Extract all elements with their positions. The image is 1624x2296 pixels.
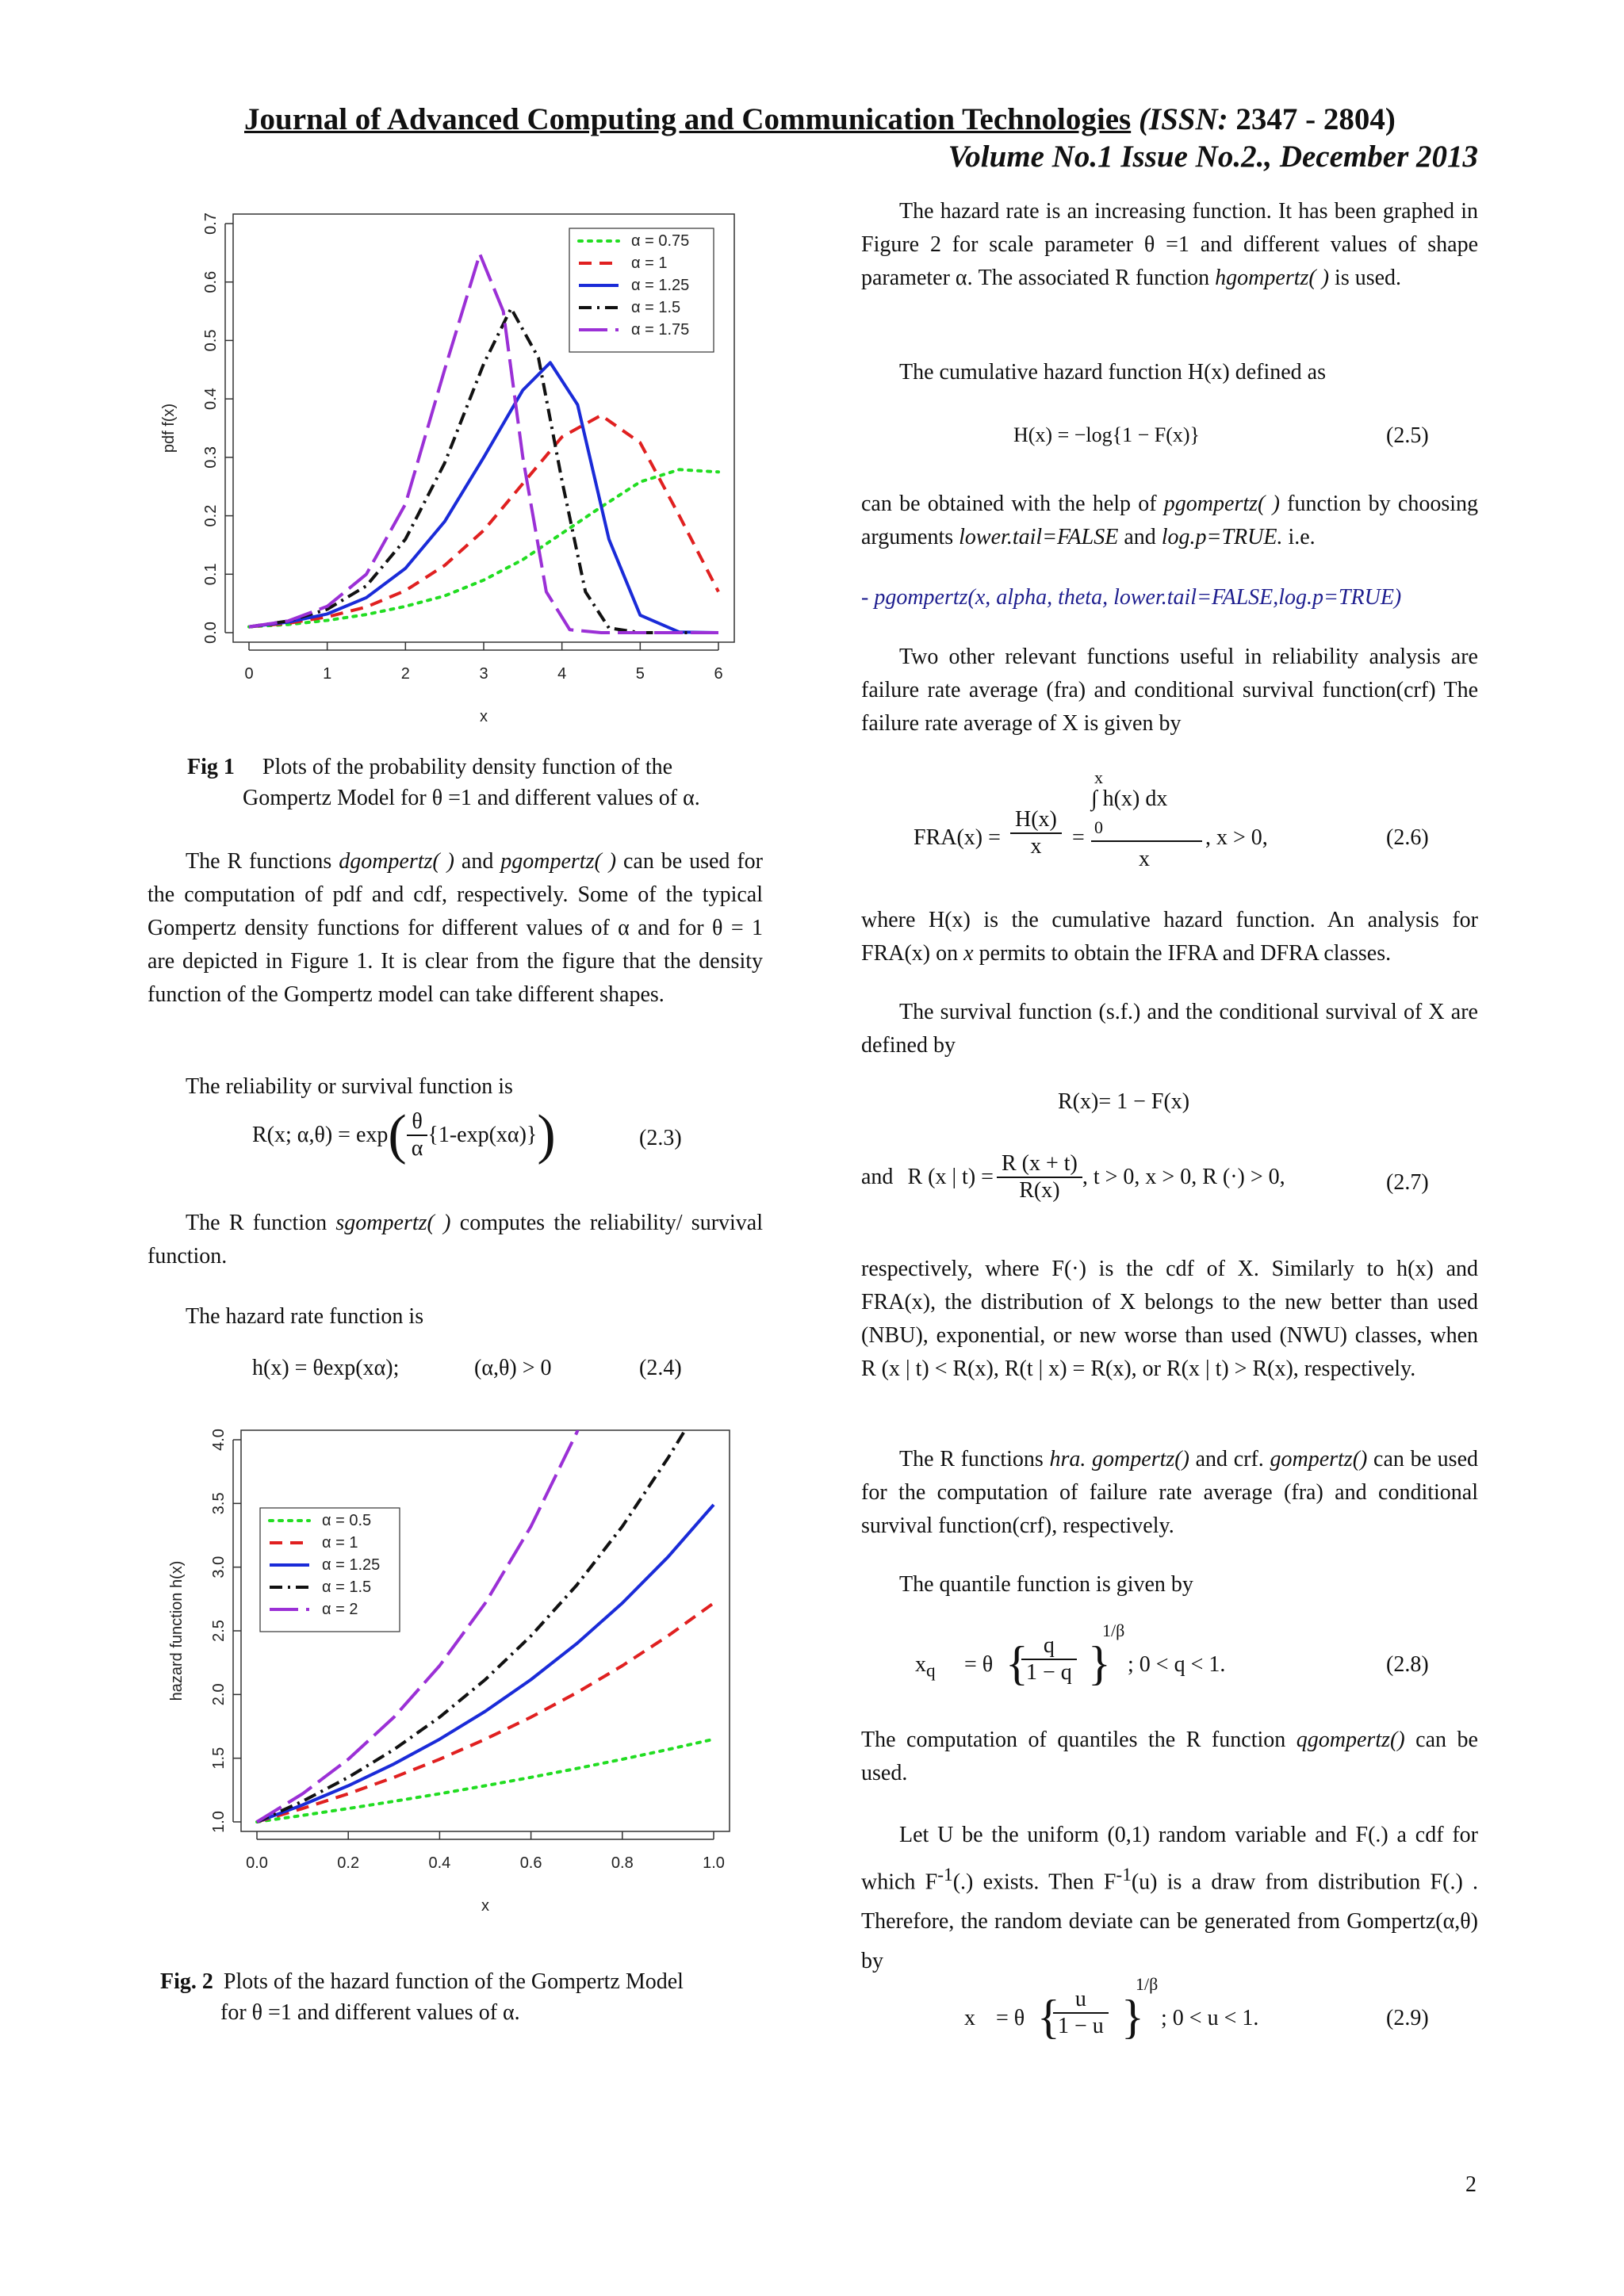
arg-lower-tail: lower.tail=FALSE (959, 525, 1119, 549)
text-run: -1 (937, 1865, 953, 1885)
code-pgompertz-call: - pgompertz(x, alpha, theta, lower.tail=FALSE,log.p=TRUE) (861, 585, 1402, 610)
eq-2-7-lhs: R (x | t) = (907, 1165, 994, 1189)
left-paragraph-r-functions (147, 845, 763, 1012)
eq-2-3-frac (407, 1109, 428, 1161)
fig1-y-tick-label: 0.2 (202, 504, 220, 527)
fig2-y-tick-label: 3.0 (210, 1556, 228, 1578)
text-run: (.) exists. Then F (952, 1869, 1116, 1895)
eq-2-9-frac (1053, 1987, 1109, 2039)
figure-2-caption-text-2: for θ =1 and different values of α. (220, 2000, 520, 2025)
text-run: (u) is a draw from distribution F(.) . Therefore, the random deviate can be generated from Gompertz(α,θ) by (861, 1869, 1479, 1974)
eq-2-7-condition: , t > 0, x > 0, R (·) > 0, (1082, 1165, 1285, 1189)
fig2-y-tick-label: 2.0 (210, 1683, 228, 1706)
text-run: and (1118, 525, 1162, 549)
right-paragraph-fra: Two other relevant functions useful in reliability analysis are failure rate average (fra) and conditional survival function(crf) The failure rate average of X is given by (861, 645, 1478, 736)
eq-2-7-den: R(x) (1019, 1178, 1060, 1203)
right-paragraph-random-deviate (861, 1816, 1478, 1981)
text-run: The computation of quantiles the R function (861, 1728, 1297, 1752)
fig1-y-tick-label: 0.7 (202, 212, 220, 235)
text-run: can be used for the computation of pdf and cdf, respectively. Some of the typical Gompertz density functions for different values of α and for θ = 1 are depicted in Figure 1. It is clear from the figure that the density function of the Gompertz model can take different shapes. (147, 849, 764, 1007)
issn-label: (ISSN: (1138, 102, 1228, 136)
fig2-y-tick-label: 4.0 (210, 1429, 228, 1451)
eq-2-9-num: u (1053, 1987, 1109, 2014)
fig2-legend-label: α = 0.5 (322, 1512, 372, 1529)
fig2-x-tick-label: 0.2 (337, 1854, 360, 1872)
figure-1-caption-text: Plots of the probability density function of the (262, 755, 673, 779)
fn-pgompertz-2: pgompertz( ) (1163, 492, 1280, 516)
fig1-legend-label: α = 0.75 (631, 232, 690, 250)
eq-2-8-eq: = θ (964, 1652, 994, 1677)
fig2-x-tick-label: 0.4 (428, 1854, 451, 1872)
eq-2-8-brace-right: } (1088, 1637, 1111, 1689)
fig1-legend-label: α = 1.5 (631, 299, 681, 316)
fig1-legend-label: α = 1.75 (631, 321, 690, 339)
eq-2-9-eq: = θ (996, 2006, 1025, 2030)
text-run: can be used for the computation of failure rate average (fra) and conditional survival function(crf), respectively. (861, 1447, 1479, 1538)
fn-crf-gompertz: gompertz() (1270, 1447, 1368, 1471)
fig1-x-tick-label: 2 (400, 665, 410, 683)
fn-pgompertz: pgompertz( ) (500, 849, 617, 874)
fig2-legend-label: α = 1 (322, 1534, 358, 1552)
volume-issue: Volume No.1 Issue No.2., December 2013 (948, 140, 1478, 174)
eq-2-6-upper: x (1094, 767, 1103, 787)
fig1-x-tick-label: 1 (323, 665, 332, 683)
text-run: The R function (186, 1211, 336, 1235)
equation-2-4-number: (2.4) (639, 1356, 682, 1380)
equation-2-4-condition: (α,θ) > 0 (474, 1356, 552, 1380)
equation-2-9-number: (2.9) (1386, 2006, 1429, 2030)
text-run: The R functions (899, 1447, 1050, 1471)
eq-2-6-bar (1091, 840, 1202, 842)
fn-qgompertz: qgompertz() (1296, 1728, 1405, 1752)
equation-2-8 (915, 1617, 1359, 1705)
eq-2-6-den-2: x (1139, 847, 1150, 871)
equation-2-6 (914, 767, 1358, 878)
figure-2-label: Fig. 2 (160, 1969, 213, 1994)
right-paragraph-nbu: respectively, where F(·) is the cdf of X. Similarly to h(x) and FRA(x), the distribution of X belongs to the new better than used (NBU), exponential, or new worse than used (NWU) classes, when R (x | t) < R(x), R(t | x) = R(x), or R(x | t) > R(x), respectively. (861, 1257, 1478, 1381)
fig2-legend-label: α = 1.25 (322, 1556, 381, 1574)
journal-header (244, 101, 1396, 137)
fig2-y-tick-label: 1.5 (210, 1747, 228, 1770)
text-run: i.e. (1282, 525, 1316, 549)
eq-2-7-and: and (861, 1165, 894, 1189)
fig2-x-axis-label: x (481, 1897, 489, 1915)
equation-2-6-number: (2.6) (1386, 825, 1429, 850)
equation-2-8-number: (2.8) (1386, 1652, 1429, 1677)
text-run: can be used. (861, 1728, 1478, 1785)
text-run: and (454, 849, 501, 874)
eq-2-3-lhs: R(x; α,θ) = exp (252, 1123, 389, 1147)
eq-2-7-frac (997, 1151, 1082, 1203)
fig1-legend-label: α = 1 (631, 254, 668, 272)
fig1-series-line (249, 415, 718, 627)
fn-hgompertz: hgompertz( ) (1215, 266, 1330, 290)
text-run: and crf. (1189, 1447, 1270, 1471)
eq-2-3-den: α (411, 1136, 423, 1161)
fig2-y-tick-label: 1.0 (210, 1811, 228, 1833)
eq-2-8-x: x (915, 1652, 926, 1677)
eq-2-8-num: q (1021, 1633, 1077, 1660)
fig1-series-line (249, 362, 718, 633)
fig1-x-axis-label: x (480, 708, 488, 725)
issn-value: 2347 - 2804) (1228, 102, 1396, 136)
fn-dgompertz: dgompertz( ) (339, 849, 454, 874)
fig1-x-tick-label: 6 (714, 665, 723, 683)
eq-2-6-lhs: FRA(x) = (914, 825, 1001, 850)
eq-2-9-den: 1 − u (1058, 2014, 1104, 2038)
right-paragraph-cumulative: The cumulative hazard function H(x) defined as (899, 360, 1327, 385)
eq-2-9-condition: ; 0 < u < 1. (1161, 2006, 1259, 2030)
text-run: The hazard rate is an increasing function. It has been graphed in Figure 2 for scale parameter θ =1 and different values of shape parameter α. The associated R function (861, 199, 1478, 290)
right-paragraph-ifra (861, 904, 1478, 970)
text-run: x (963, 941, 974, 966)
figure-2-hazard-chart (151, 1411, 753, 1958)
text-run: function by choosing arguments (861, 492, 1478, 549)
fig1-series-line (249, 308, 718, 633)
fig1-y-tick-label: 0.5 (202, 329, 220, 352)
text-run: where H(x) is the cumulative hazard function. An analysis for FRA(x) on (861, 908, 1478, 966)
fig2-y-axis-label: hazard function h(x) (168, 1560, 186, 1701)
fig2-x-tick-label: 1.0 (703, 1854, 725, 1872)
eq-2-9-brace-right: } (1121, 1991, 1144, 2043)
left-paragraph-sgompertz (147, 1207, 763, 1273)
fig1-legend-label: α = 1.25 (631, 277, 690, 294)
arg-log-p: log.p=TRUE. (1161, 525, 1283, 549)
fig2-y-tick-label: 3.5 (210, 1492, 228, 1515)
fig1-x-tick-label: 4 (557, 665, 567, 683)
fig1-y-tick-label: 0.1 (202, 563, 220, 586)
page-number: 2 (1465, 2172, 1477, 2197)
figure-1-label: Fig 1 (187, 755, 235, 779)
right-paragraph-hra-crf (861, 1443, 1478, 1543)
eq-2-6-den-1: x (1030, 834, 1042, 859)
equation-2-3-number: (2.3) (639, 1126, 682, 1150)
eq-2-8-den: 1 − q (1026, 1660, 1072, 1685)
fig2-legend-label: α = 1.5 (322, 1578, 372, 1596)
right-paragraph-pgompertz (861, 488, 1478, 554)
fig1-x-tick-label: 3 (479, 665, 488, 683)
left-paragraph-hazard: The hazard rate function is (186, 1304, 424, 1329)
equation-2-3: R(x; α,θ) = exp( $\frac{\theta}{\alpha}$ {1-exp(xα)}) (252, 1104, 556, 1165)
fig2-series-line (257, 1739, 714, 1822)
figure-2-caption (160, 1966, 763, 2028)
equation-survival: R(x)= 1 − F(x) (1058, 1089, 1190, 1114)
fig1-x-tick-label: 0 (244, 665, 254, 683)
fn-sgompertz: sgompertz( ) (335, 1211, 451, 1235)
eq-2-7-num: R (x + t) (997, 1151, 1082, 1178)
eq-2-8-power: 1/β (1102, 1621, 1125, 1640)
text-run: can be obtained with the help of (861, 492, 1164, 516)
eq-2-6-integral: ∫ h(x) dx (1091, 786, 1168, 811)
figure-1-pdf-chart (143, 198, 761, 745)
figure-1-caption-text-2: Gompertz Model for θ =1 and different values of α. (243, 786, 700, 810)
eq-2-8-lhs (915, 1652, 936, 1682)
fig2-x-tick-label: 0.8 (611, 1854, 634, 1872)
journal-title: Journal of Advanced Computing and Communication Technologies (244, 102, 1132, 136)
eq-2-3-num: θ (407, 1109, 428, 1136)
text-run: permits to obtain the IFRA and DFRA classes. (973, 941, 1392, 966)
right-paragraph-hazard-rate (861, 195, 1478, 295)
right-paragraph-quantile: The quantile function is given by (899, 1572, 1193, 1597)
fig1-y-tick-label: 0.6 (202, 270, 220, 293)
equation-2-7 (861, 1151, 1285, 1203)
eq-2-8-brace-left: { (1005, 1637, 1028, 1689)
fig2-x-tick-label: 0.6 (519, 1854, 542, 1872)
fig1-y-axis-label: pdf f(x) (160, 403, 178, 453)
right-paragraph-qgompertz (861, 1724, 1478, 1790)
text-run: Let U be the uniform (0,1) random variable and F(.) a cdf for which F (861, 1823, 1478, 1895)
eq-2-8-frac (1021, 1633, 1077, 1686)
equation-2-4: h(x) = θexp(xα); (252, 1356, 400, 1380)
text-run: computes the reliability/ survival function. (147, 1211, 763, 1269)
figure-2-caption-text: Plots of the hazard function of the Gompertz Model (223, 1969, 684, 1994)
equation-2-7-number: (2.7) (1386, 1170, 1429, 1195)
eq-2-8-sub: q (926, 1660, 936, 1682)
text-run: The R functions (186, 849, 339, 874)
eq-2-8-condition: ; 0 < q < 1. (1128, 1652, 1226, 1677)
fig1-y-tick-label: 0.3 (202, 446, 220, 469)
fig1-x-tick-label: 5 (635, 665, 645, 683)
fig1-y-tick-label: 0.4 (202, 388, 220, 411)
eq-2-9-brace-left: { (1037, 1991, 1060, 2043)
eq-2-6-lower: 0 (1094, 817, 1103, 837)
fig1-series-line (249, 469, 718, 626)
fn-hra-gompertz: hra. gompertz() (1049, 1447, 1189, 1471)
eq-2-6-condition: , x > 0, (1205, 825, 1268, 850)
eq-2-6-num-1: H(x) (1010, 807, 1062, 834)
eq-2-9-power: 1/β (1136, 1974, 1159, 1994)
fig2-x-tick-label: 0.0 (246, 1854, 268, 1872)
eq-2-6-frac-1 (1010, 807, 1062, 859)
fig2-y-tick-label: 2.5 (210, 1620, 228, 1642)
eq-2-9-lhs: x (964, 2006, 975, 2030)
fig2-legend-label: α = 2 (322, 1601, 358, 1618)
fig1-y-tick-label: 0.0 (202, 622, 220, 644)
equation-2-5: H(x) = −log{1 − F(x)} (1013, 423, 1201, 446)
eq-2-3-body: {1-exp(xα)} (427, 1123, 538, 1147)
eq-2-6-eq: = (1072, 825, 1085, 850)
equation-2-9 (964, 1971, 1361, 2058)
right-paragraph-survival: The survival function (s.f.) and the conditional survival of X are defined by (861, 1000, 1478, 1058)
text-run: -1 (1116, 1865, 1132, 1885)
equation-2-5-number: (2.5) (1386, 423, 1429, 448)
left-paragraph-reliability: The reliability or survival function is (186, 1074, 513, 1099)
text-run: is used. (1329, 266, 1402, 290)
figure-1-caption (187, 752, 758, 813)
